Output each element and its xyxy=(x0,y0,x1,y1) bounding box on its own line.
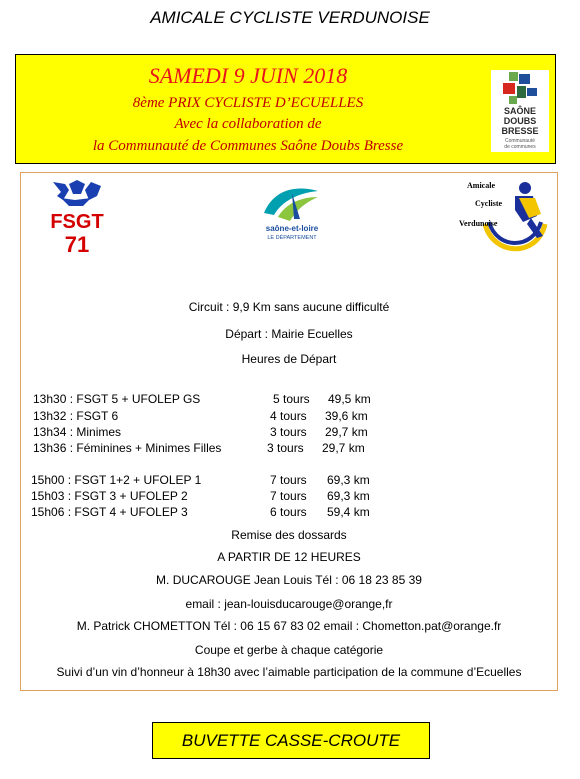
schedule-label: 15h03 : FSGT 3 + UFOLEP 2 xyxy=(31,489,188,503)
fsgt-logo-text: FSGT xyxy=(50,211,104,233)
schedule-label: 13h34 : Minimes xyxy=(33,425,122,439)
a-partir-de: A PARTIR DE 12 HEURES xyxy=(217,550,361,564)
schedule-km: 69,3 km xyxy=(327,489,370,503)
fsgt-logo-number: 71 xyxy=(64,232,90,257)
le-departement-text: LE DÉPARTEMENT xyxy=(267,235,317,241)
schedule-tours: 3 tours xyxy=(267,441,304,455)
vin-honneur: Suivi d’un vin d’honneur à 18h30 avec l’aimable participation de la commune d’Ecuelles xyxy=(56,665,522,679)
ccsdb-logo-sub2: de communes xyxy=(504,144,536,150)
saone-et-loire-logo xyxy=(256,183,328,241)
schedule-km: 69,3 km xyxy=(327,473,370,487)
ccsdb-logo-sub1: Communauté xyxy=(504,138,536,144)
schedule-tours: 5 tours xyxy=(273,392,310,406)
saone-et-loire-text: saône-et-loire xyxy=(265,224,319,233)
event-header-box xyxy=(15,54,556,164)
acv-logo-line1: Amicale xyxy=(467,181,495,190)
schedule-tours: 3 tours xyxy=(270,425,307,439)
ccsdb-logo-line3: BRESSE xyxy=(501,126,539,136)
organizer-title: AMICALE CYCLISTE VERDUNOISE xyxy=(150,8,430,27)
schedule-km: 39,6 km xyxy=(325,409,368,423)
community-line: la Communauté de Communes Saône Doubs Bresse xyxy=(92,138,404,154)
schedule-tours: 7 tours xyxy=(270,473,307,487)
schedule-tours: 7 tours xyxy=(270,489,307,503)
acv-logo-line3: Verdunoise xyxy=(459,219,498,228)
schedule-label: 15h06 : FSGT 4 + UFOLEP 3 xyxy=(31,505,188,519)
schedule-km: 49,5 km xyxy=(328,392,371,406)
coupe-gerbe: Coupe et gerbe à chaque catégorie xyxy=(194,643,384,657)
schedule-label: 13h30 : FSGT 5 + UFOLEP GS xyxy=(33,392,201,406)
contact-chometton[interactable]: M. Patrick CHOMETTON Tél : 06 15 67 83 02 email : Chometton.pat@orange.fr xyxy=(76,619,502,633)
schedule-label: 15h00 : FSGT 1+2 + UFOLEP 1 xyxy=(31,473,202,487)
heures-depart-heading: Heures de Départ xyxy=(241,352,337,366)
event-date: SAMEDI 9 JUIN 2018 xyxy=(148,63,348,88)
schedule-tours: 4 tours xyxy=(270,409,307,423)
schedule-km: 29,7 km xyxy=(325,425,368,439)
schedule-tours: 6 tours xyxy=(270,505,307,519)
acv-logo-line2: Cycliste xyxy=(475,199,503,208)
circuit-info: Circuit : 9,9 Km sans aucune difficulté xyxy=(188,300,390,314)
event-name: 8ème PRIX CYCLISTE D’ECUELLES xyxy=(132,95,364,111)
schedule-km: 29,7 km xyxy=(322,441,365,455)
schedule-label: 13h32 : FSGT 6 xyxy=(33,409,119,423)
contact-ducarouge: M. DUCAROUGE Jean Louis Tél : 06 18 23 85 39 xyxy=(156,573,422,587)
remise-dossards: Remise des dossards xyxy=(231,528,347,542)
ccsdb-logo-line2: DOUBS xyxy=(503,116,537,126)
email-ducarouge[interactable]: email : jean-louisducarouge@orange,fr xyxy=(185,597,393,611)
buvette-banner: BUVETTE CASSE-CROUTE xyxy=(152,722,430,759)
depart-info: Départ : Mairie Ecuelles xyxy=(225,327,353,341)
collaboration-line: Avec la collaboration de xyxy=(174,116,322,132)
schedule-label: 13h36 : Féminines + Minimes Filles xyxy=(33,441,222,455)
ccsdb-logo-line1: SAÔNE xyxy=(503,106,537,116)
amicale-cycliste-verdunoise-logo xyxy=(445,176,553,264)
fsgt-71-logo xyxy=(47,178,107,260)
schedule-km: 59,4 km xyxy=(327,505,370,519)
saone-doubs-bresse-logo xyxy=(491,70,549,152)
